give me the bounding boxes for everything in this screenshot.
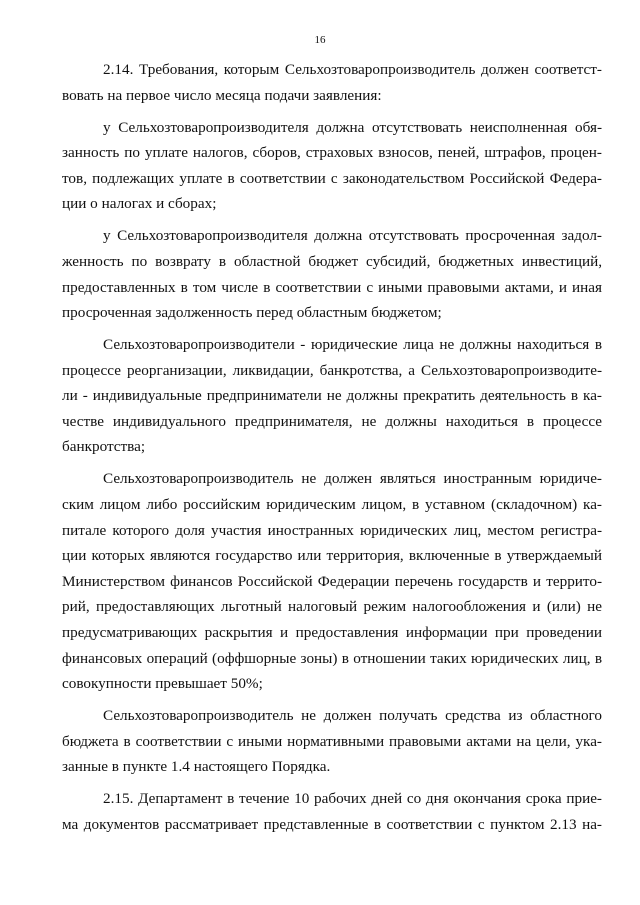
text-line: совокупности превышает 50%; [62, 675, 263, 693]
text-line: 2.14. Требования, которым Сельхозтоваропроизводитель должен соответст- [103, 61, 602, 78]
text-line: 2.15. Департамент в течение 10 рабочих дней со дня окончания срока прие- [103, 790, 602, 808]
text-line: ма документов рассматривает представленные в соответствии с пунктом 2.13 на- [62, 815, 602, 833]
text-line: Сельхозтоваропроизводитель не должен являться иностранным юридиче- [103, 470, 602, 488]
document-body [62, 57, 602, 838]
paragraph-overdue-debt [62, 223, 602, 325]
text-line: ли - индивидуальные предприниматели не должны прекратить деятельность в ка- [62, 387, 602, 405]
text-line: ции которых являются государство или территория, включенные в утверждаемый [62, 547, 602, 565]
text-line: рий, предоставляющих льготный налоговый режим налогообложения и (или) не [62, 598, 602, 616]
text-line: честве индивидуального предпринимателя, не должны находиться в процессе [62, 412, 602, 430]
text-line: у Сельхозтоваропроизводителя должна отсутствовать просроченная задол- [103, 227, 602, 245]
text-line: питале которого доля участия иностранных юридических лиц, местом регистра- [62, 521, 602, 539]
text-line: банкротства; [62, 438, 146, 456]
paragraph-2-14 [62, 57, 602, 108]
text-line: ским лицом либо российским юридическим лицом, в уставном (складочном) ка- [62, 496, 602, 514]
text-line: вовать на первое число месяца подачи заявления: [62, 86, 382, 104]
text-line: бюджета в соответствии с иными нормативными правовыми актами на цели, ука- [62, 732, 602, 750]
text-line: просроченная задолженность перед областным бюджетом; [62, 304, 442, 322]
text-line: тов, подлежащих уплате в соответствии с законодательством Российской Федера- [62, 169, 602, 187]
text-line: процессе реорганизации, ликвидации, банкротства, а Сельхозтоваропроизводите- [62, 361, 602, 379]
text-line: занные в пункте 1.4 настоящего Порядка. [62, 758, 331, 776]
text-line: занность по уплате налогов, сборов, страховых взносов, пеней, штрафов, процен- [62, 144, 602, 162]
text-line: финансовых операций (оффшорные зоны) в отношении таких юридических лиц, в [62, 649, 602, 667]
text-line: Министерством финансов Российской Федерации перечень государств и террито- [62, 572, 602, 590]
text-line: Сельхозтоваропроизводитель не должен получать средства из областного [103, 707, 602, 725]
page-number: 16 [314, 34, 326, 46]
text-line: у Сельхозтоваропроизводителя должна отсутствовать неисполненная обя- [103, 118, 602, 136]
paragraph-foreign-entity [62, 466, 602, 696]
text-line: Сельхозтоваропроизводители - юридические лица не должны находиться в [103, 336, 602, 354]
paragraph-2-15 [62, 786, 602, 837]
paragraph-tax-obligations [62, 115, 602, 217]
text-line: предусматривающих раскрытия и предоставления информации при проведении [62, 624, 602, 642]
paragraph-regional-funds [62, 703, 602, 780]
paragraph-reorganization [62, 332, 602, 460]
text-line: женность по возврату в областной бюджет субсидий, бюджетных инвестиций, [62, 252, 602, 270]
text-line: предоставленных в том числе в соответствии с иными правовыми актами, и иная [62, 278, 602, 296]
text-line: ции о налогах и сборах; [62, 195, 217, 213]
